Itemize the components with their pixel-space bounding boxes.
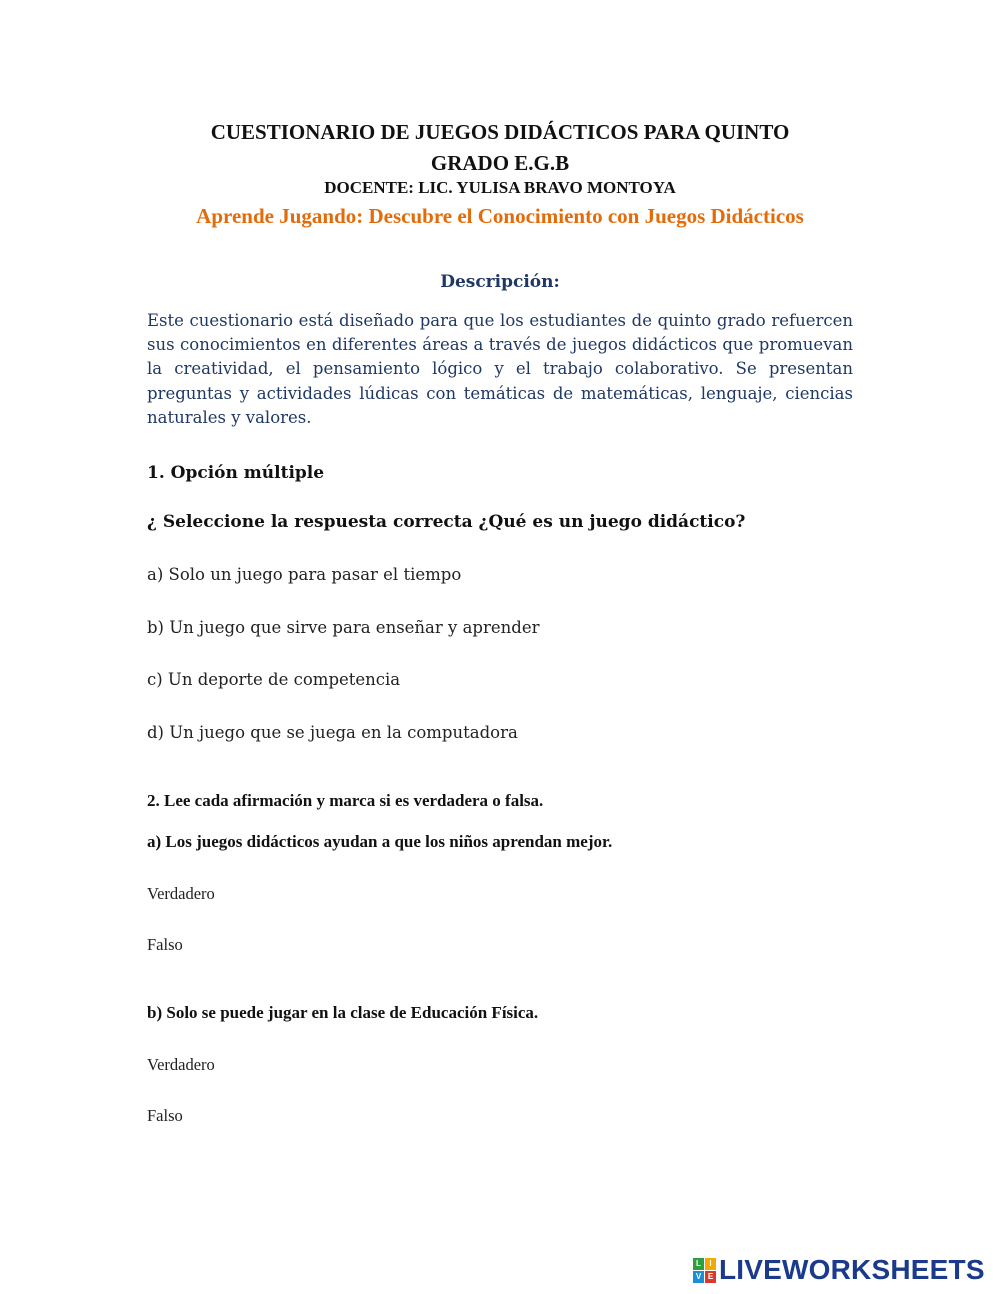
liveworksheets-logo	[693, 1255, 985, 1285]
statement-b-true-option[interactable]: Verdadero	[147, 1055, 215, 1074]
option-d[interactable]: d) Un juego que se juega en la computadora	[147, 723, 518, 742]
liveworksheets-logo-icon: L I V E	[693, 1258, 716, 1283]
description-heading: Descripción:	[440, 272, 560, 292]
statement-b: b) Solo se puede jugar en la clase de Educación Física.	[147, 1003, 539, 1022]
title-line-2: GRADO E.G.B	[430, 151, 570, 175]
statement-a-true-option[interactable]: Verdadero	[147, 884, 215, 903]
teacher-name: DOCENTE: LIC. YULISA BRAVO MONTOYA	[324, 178, 676, 197]
question-1: ¿ Seleccione la respuesta correcta ¿Qué es un juego didáctico?	[147, 512, 746, 532]
liveworksheets-logo-text: LIVEWORKSHEETS	[719, 1254, 985, 1285]
option-b[interactable]: b) Un juego que sirve para enseñar y aprender	[147, 618, 540, 637]
statement-a-false-option[interactable]: Falso	[147, 935, 183, 954]
statement-b-false-option[interactable]: Falso	[147, 1106, 183, 1125]
section-1-heading: 1. Opción múltiple	[147, 463, 325, 483]
option-a[interactable]: a) Solo un juego para pasar el tiempo	[147, 565, 462, 584]
description-body: Este cuestionario está diseñado para que los estudiantes de quinto grado refuercen sus conocimientos en diferentes áreas a través de juegos didácticos que promuevan la creatividad, el pensamiento lógico y el trabajo colaborativo. Se presentan preguntas y actividades lúdicas con temáticas de matemáticas, lenguaje, ciencias naturales y valores.	[147, 311, 853, 427]
section-2-heading: 2. Lee cada afirmación y marca si es verdadera o falsa.	[147, 791, 544, 810]
title-line-1: CUESTIONARIO DE JUEGOS DIDÁCTICOS PARA QUINTO	[210, 120, 790, 144]
subtitle: Aprende Jugando: Descubre el Conocimiento con Juegos Didácticos	[196, 204, 804, 228]
statement-a: a) Los juegos didácticos ayudan a que los niños aprendan mejor.	[147, 832, 613, 851]
document-title	[100, 117, 900, 179]
option-c[interactable]: c) Un deporte de competencia	[147, 670, 401, 689]
